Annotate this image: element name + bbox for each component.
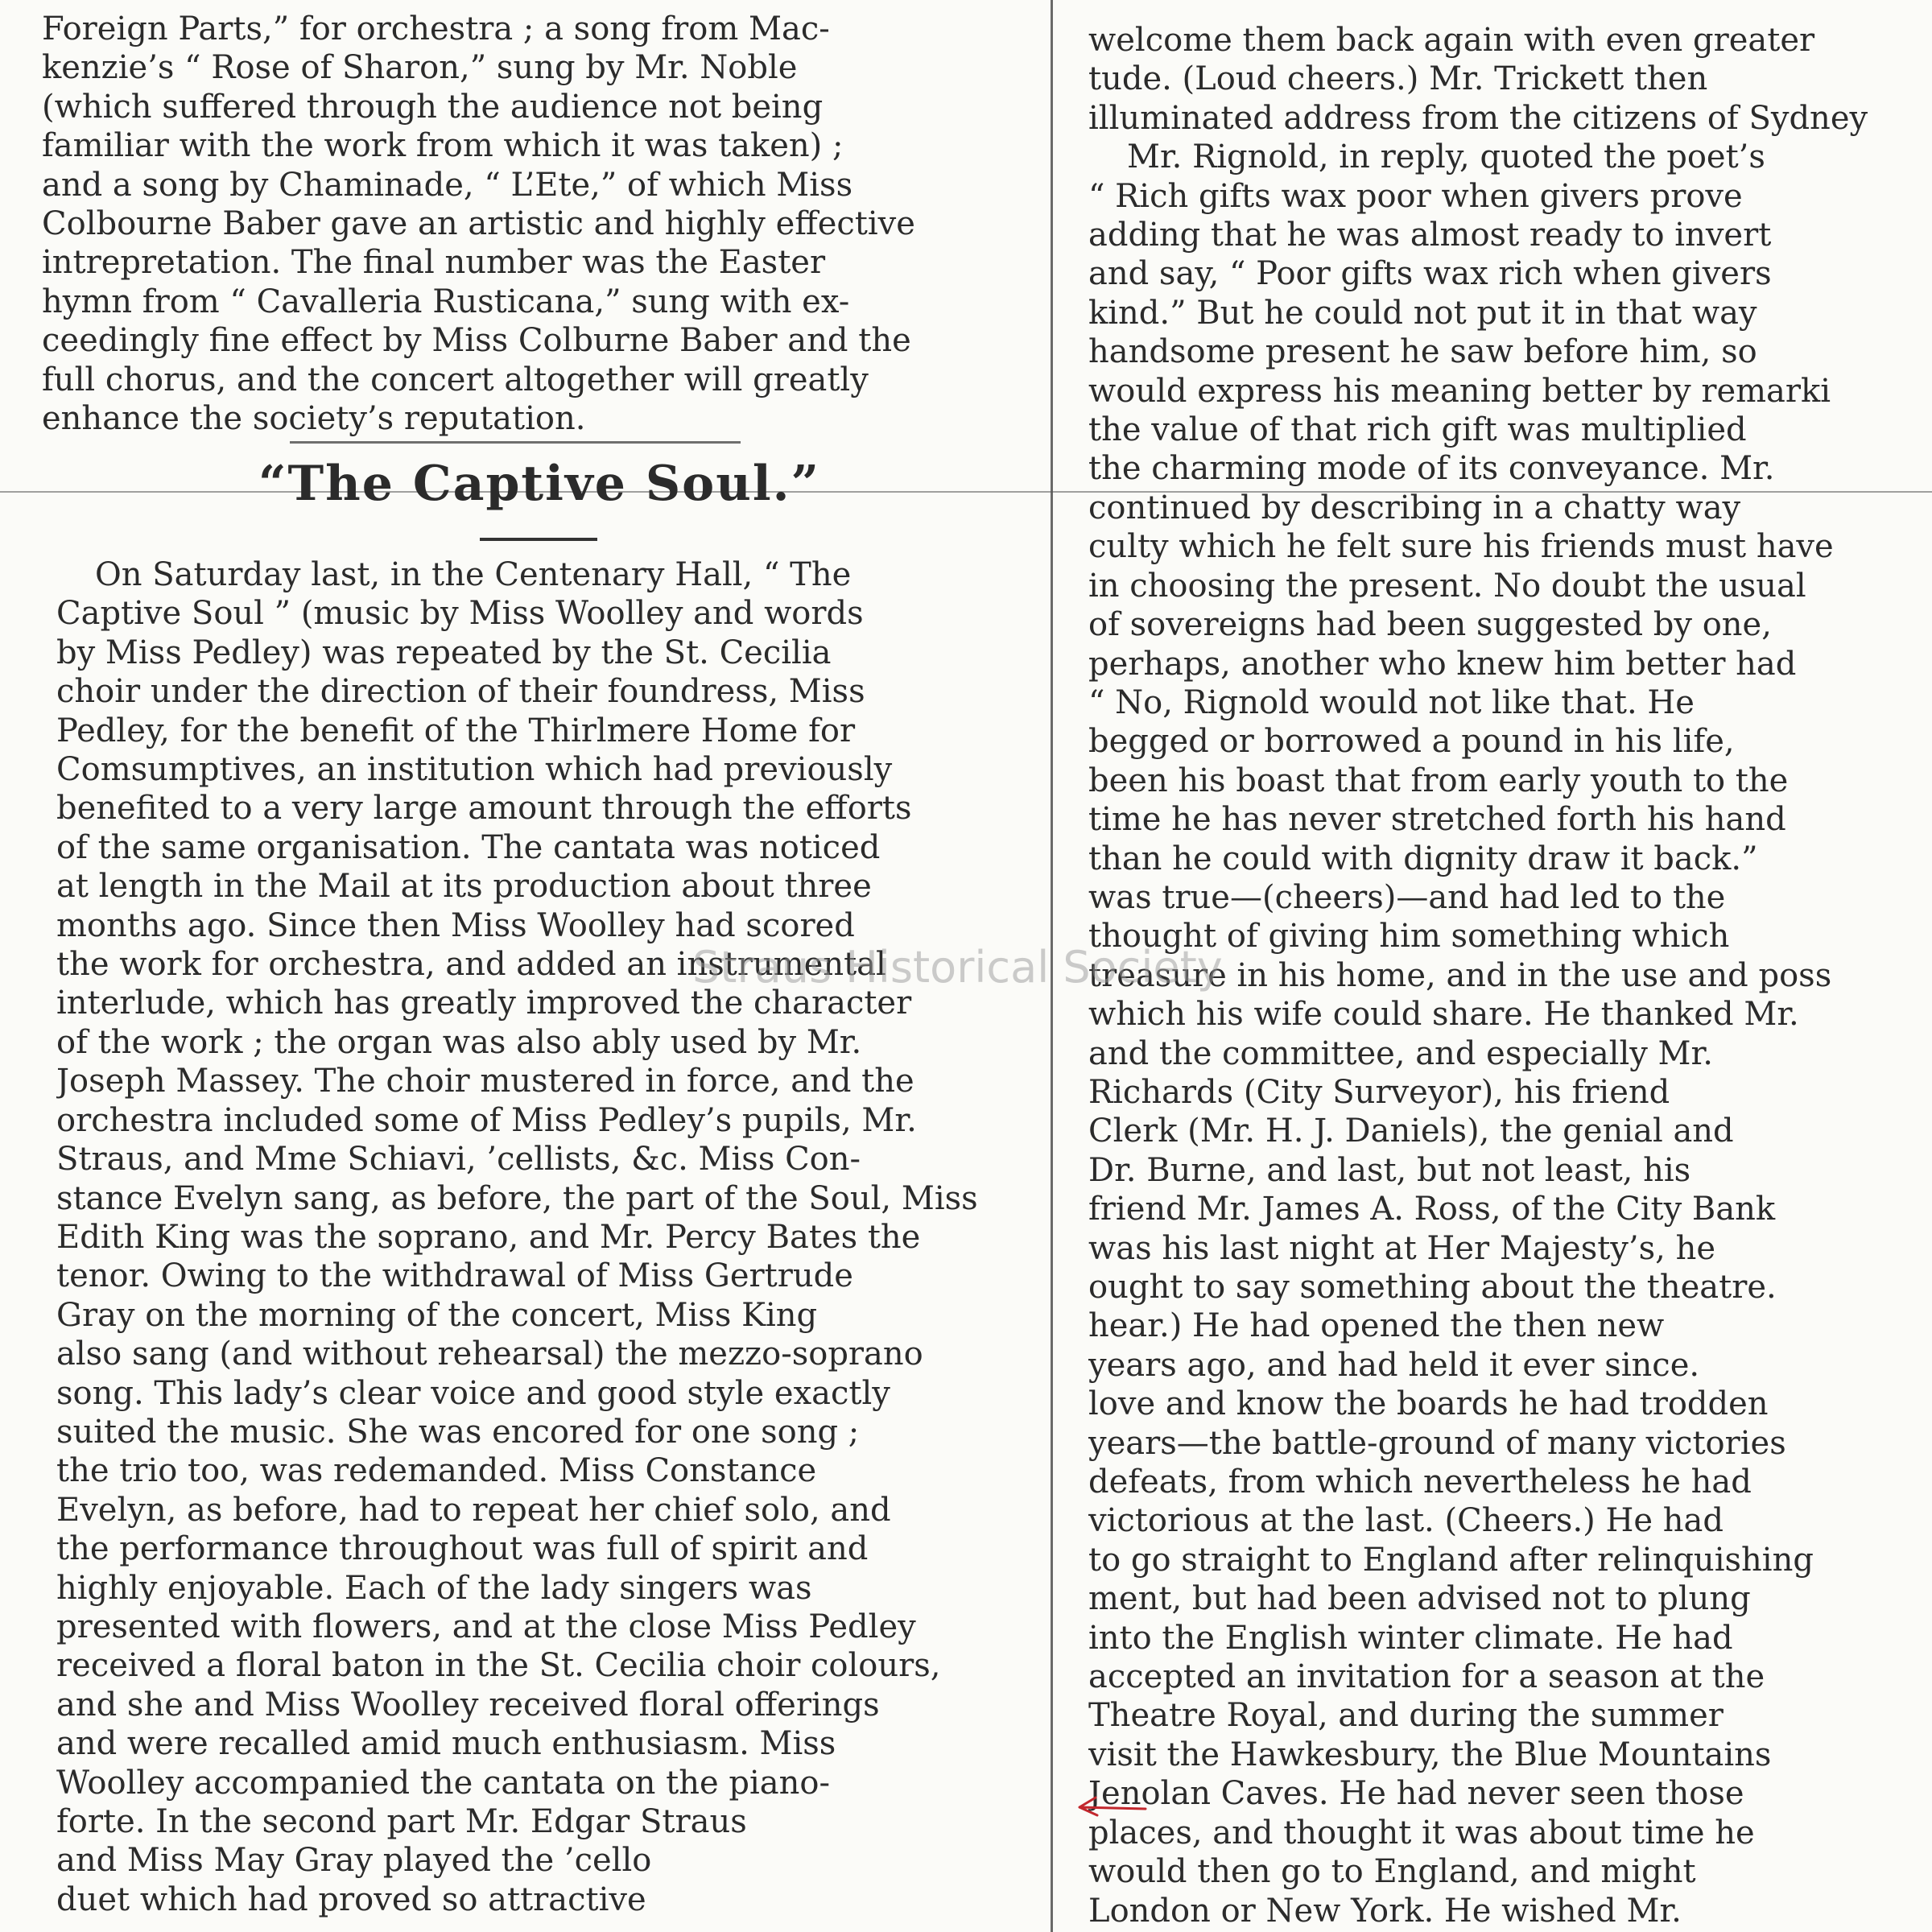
text-line: illuminated address from the citizens of Sydney xyxy=(1088,99,1868,137)
text-line: London or New York. He wished Mr. xyxy=(1088,1892,1682,1930)
text-line: stance Evelyn sang, as before, the part of the Soul, Miss xyxy=(56,1179,978,1217)
text-line: welcome them back again with even greater xyxy=(1088,22,1815,59)
text-line: time he has never stretched forth his hand xyxy=(1088,801,1786,839)
article-body xyxy=(56,555,1030,1919)
text-line: choir under the direction of their foundress, Miss xyxy=(56,673,865,711)
text-line: which his wife could share. He thanked Mr. xyxy=(1088,996,1799,1034)
text-line: intrepretation. The final number was the Easter xyxy=(42,244,826,282)
text-line: ment, but had been advised not to plung xyxy=(1088,1580,1751,1618)
text-line: also sang (and without rehearsal) the mezzo-soprano xyxy=(56,1335,923,1373)
text-line: begged or borrowed a pound in his life, xyxy=(1088,723,1735,761)
text-line: treasure in his home, and in the use and poss xyxy=(1088,956,1832,994)
text-line: Mr. Rignold, in reply, quoted the poet’s xyxy=(1127,138,1765,176)
text-line: the value of that rich gift was multiplied xyxy=(1088,411,1747,449)
text-line: Foreign Parts,” for orchestra ; a song from Mac- xyxy=(42,10,830,47)
watermark: Straus Historical Society xyxy=(692,942,1223,993)
text-line: was his last night at Her Majesty’s, he xyxy=(1088,1229,1716,1267)
text-line: of the same organisation. The cantata was noticed xyxy=(56,828,881,866)
headline-underline xyxy=(480,538,597,541)
text-line: and Miss May Gray played the ’cello xyxy=(56,1842,652,1880)
text-line: Richards (City Surveyor), his friend xyxy=(1088,1073,1670,1111)
text-line: defeats, from which nevertheless he had xyxy=(1088,1463,1752,1501)
text-line: and she and Miss Woolley received floral offerings xyxy=(56,1686,880,1724)
text-line: Jenolan Caves. He had never seen those xyxy=(1088,1775,1744,1813)
text-line: enhance the society’s reputation. xyxy=(42,400,586,438)
text-line: Comsumptives, an institution which had previously xyxy=(56,751,893,789)
text-line: to go straight to England after relinquishing xyxy=(1088,1541,1814,1579)
text-line: Joseph Massey. The choir mustered in force, and the xyxy=(56,1063,914,1100)
text-line: of sovereigns had been suggested by one, xyxy=(1088,606,1772,644)
text-line: years ago, and had held it ever since. xyxy=(1088,1346,1700,1384)
text-line: would express his meaning better by remarki xyxy=(1088,372,1831,410)
text-line: friend Mr. James A. Ross, of the City Bank xyxy=(1088,1191,1776,1228)
text-line: Dr. Burne, and last, but not least, his xyxy=(1088,1151,1691,1189)
text-line: familiar with the work from which it was taken) ; xyxy=(42,127,844,165)
text-line: thought of giving him something which xyxy=(1088,918,1730,956)
text-line: into the English winter climate. He had xyxy=(1088,1619,1733,1657)
text-line: Captive Soul ” (music by Miss Woolley and words xyxy=(56,595,864,633)
text-line: On Saturday last, in the Centenary Hall, “ The xyxy=(95,556,852,593)
text-line: (which suffered through the audience not being xyxy=(42,88,824,126)
text-line: at length in the Mail at its production about three xyxy=(56,868,872,906)
text-line: hear.) He had opened the then new xyxy=(1088,1307,1665,1345)
text-line: Gray on the morning of the concert, Miss King xyxy=(56,1296,818,1334)
text-line: and were recalled amid much enthusiasm. Miss xyxy=(56,1725,836,1763)
text-line: of the work ; the organ was also ably used by Mr. xyxy=(56,1023,862,1061)
text-line: would then go to England, and might xyxy=(1088,1853,1696,1891)
text-line: tude. (Loud cheers.) Mr. Trickett then xyxy=(1088,60,1708,98)
text-line: the work for orchestra, and added an instrumental xyxy=(56,946,886,984)
text-line: continued by describing in a chatty way xyxy=(1088,489,1741,526)
text-line: Edith King was the soprano, and Mr. Percy Bates the xyxy=(56,1218,921,1256)
text-line: ought to say something about the theatre. xyxy=(1088,1269,1777,1306)
text-line: duet which had proved so attractive xyxy=(56,1880,646,1918)
text-line: been his boast that from early youth to the xyxy=(1088,762,1789,799)
text-line: Straus, and Mme Schiavi, ’cellists, &c. Miss Con- xyxy=(56,1141,861,1179)
text-line: and say, “ Poor gifts wax rich when givers xyxy=(1088,255,1772,293)
article-continued xyxy=(42,10,1020,438)
text-line: by Miss Pedley) was repeated by the St. Cecilia xyxy=(56,634,832,671)
text-line: and the committee, and especially Mr. xyxy=(1088,1034,1713,1072)
text-line: the charming mode of its conveyance. Mr. xyxy=(1088,450,1775,488)
text-line: adding that he was almost ready to invert xyxy=(1088,217,1772,254)
text-line: received a floral baton in the St. Cecilia choir colours, xyxy=(56,1647,941,1685)
text-line: victorious at the last. (Cheers.) He had xyxy=(1088,1502,1724,1540)
text-line: places, and thought it was about time he xyxy=(1088,1814,1755,1852)
text-line: kenzie’s “ Rose of Sharon,” sung by Mr. Noble xyxy=(42,49,798,87)
text-line: Evelyn, as before, had to repeat her chief solo, and xyxy=(56,1491,891,1529)
text-line: months ago. Since then Miss Woolley had scored xyxy=(56,906,855,944)
text-line: full chorus, and the concert altogether will greatly xyxy=(42,361,869,398)
text-line: years—the battle-ground of many victories xyxy=(1088,1424,1786,1462)
text-line: hymn from “ Cavalleria Rusticana,” sung with ex- xyxy=(42,283,850,320)
captive-soul-article xyxy=(56,555,1030,1919)
text-line: culty which he felt sure his friends must have xyxy=(1088,528,1834,566)
text-line: “ Rich gifts wax poor when givers prove xyxy=(1088,177,1743,215)
left-arrow-icon xyxy=(1075,1791,1147,1823)
text-line: tenor. Owing to the withdrawal of Miss Gertrude xyxy=(56,1257,853,1295)
section-separator xyxy=(290,441,741,444)
text-line: orchestra included some of Miss Pedley’s pupils, Mr. xyxy=(56,1101,917,1139)
text-line: benefited to a very large amount through the efforts xyxy=(56,790,912,828)
text-line: Pedley, for the benefit of the Thirlmere Home for xyxy=(56,712,856,749)
text-line: interlude, which has greatly improved the character xyxy=(56,985,912,1022)
text-line: “ No, Rignold would not like that. He xyxy=(1088,683,1695,721)
text-line: in choosing the present. No doubt the usual xyxy=(1088,567,1806,605)
text-line: song. This lady’s clear voice and good style exactly xyxy=(56,1374,890,1412)
text-line: the performance throughout was full of spirit and xyxy=(56,1530,869,1568)
left-column xyxy=(42,10,1020,438)
text-line: Woolley accompanied the cantata on the piano- xyxy=(56,1764,830,1802)
text-line: love and know the boards he had trodden xyxy=(1088,1385,1769,1423)
text-line: perhaps, another who knew him better had xyxy=(1088,645,1797,683)
text-line: highly enjoyable. Each of the lady singers was xyxy=(56,1569,812,1607)
text-line: kind.” But he could not put it in that way xyxy=(1088,294,1757,332)
text-line: handsome present he saw before him, so xyxy=(1088,333,1757,371)
text-line: Theatre Royal, and during the summer xyxy=(1088,1697,1724,1735)
text-line: Clerk (Mr. H. J. Daniels), the genial and xyxy=(1088,1113,1734,1150)
text-line: the trio too, was redemanded. Miss Constance xyxy=(56,1452,817,1490)
text-line: Colbourne Baber gave an artistic and highly effective xyxy=(42,205,915,243)
text-line: and a song by Chaminade, “ L’Ete,” of which Miss xyxy=(42,166,853,204)
text-line: than he could with dignity draw it back.” xyxy=(1088,840,1758,877)
text-line: accepted an invitation for a season at the xyxy=(1088,1658,1765,1696)
text-line: presented with flowers, and at the close Miss Pedley xyxy=(56,1608,916,1645)
text-line: was true—(cheers)—and had led to the xyxy=(1088,878,1726,916)
text-line: ceedingly fine effect by Miss Colburne Baber and the xyxy=(42,322,911,360)
text-line: forte. In the second part Mr. Edgar Straus xyxy=(56,1803,747,1840)
article-headline: “The Captive Soul.” xyxy=(258,456,821,512)
text-line: suited the music. She was encored for one song ; xyxy=(56,1413,860,1451)
text-line: visit the Hawkesbury, the Blue Mountains xyxy=(1088,1736,1772,1773)
